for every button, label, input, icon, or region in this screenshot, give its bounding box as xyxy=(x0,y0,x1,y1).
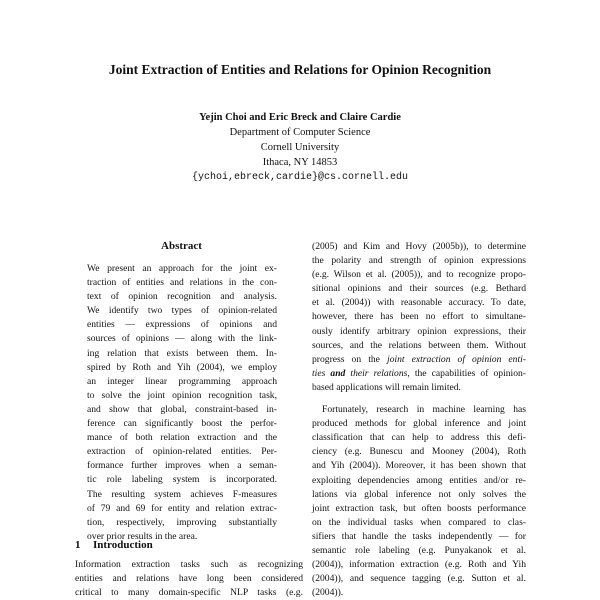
right-line: sitional opinions and their sources (e.g. Bethard xyxy=(312,283,526,295)
right-line: produced methods for global inference and joint xyxy=(312,418,526,430)
right-line: (2004)). xyxy=(312,587,344,599)
abstract-line: an integer linear programming approach xyxy=(87,375,277,387)
abstract-line: mance of both relation extraction and the xyxy=(87,432,277,444)
author-block xyxy=(0,110,600,185)
right-line: (e.g. Wilson et al. (2005)), and to recognize propo- xyxy=(312,269,526,281)
city: Ithaca, NY 14853 xyxy=(262,157,338,168)
section-title: Introduction xyxy=(93,539,153,551)
right-line: semantic role labeling (e.g. Punyakanok et al. xyxy=(312,544,526,556)
author-email: {ychoi,ebreck,cardie}@cs.cornell.edu xyxy=(191,172,409,183)
right-line: sources, and the relations between them. Without xyxy=(312,339,526,351)
abstract-line: of 79 and 69 for entity and relation extrac- xyxy=(87,502,277,514)
text-run: , the capabilities of opinion- xyxy=(407,367,526,379)
abstract-line: to solve the joint opinion recognition task, xyxy=(87,389,277,401)
right-line: ously identify arbitrary opinion expressions, their xyxy=(312,325,526,337)
right-line: Fortunately, research in machine learning has xyxy=(322,404,526,416)
right-line-mixed xyxy=(312,367,526,381)
emphasis-text: ties xyxy=(312,367,331,379)
abstract-line: spired by Roth and Yih (2004), we employ xyxy=(87,361,277,373)
intro-line: critical to many domain-specific NLP tasks (e.g. xyxy=(75,587,303,599)
emphasis-text: joint extraction of opinion enti- xyxy=(386,353,527,365)
right-line-mixed xyxy=(312,353,526,367)
abstract-line: traction of entities and relations in the con- xyxy=(87,277,277,289)
bold-emphasis-text: and xyxy=(330,367,346,379)
introduction-body xyxy=(75,558,303,600)
right-line: however, there has been no effort to simultane- xyxy=(312,311,526,323)
intro-line: Information extraction tasks such as recognizing xyxy=(75,559,303,570)
abstract-line: entities — expressions of opinions and xyxy=(87,319,277,331)
abstract-line: We identify two types of opinion-related xyxy=(87,305,277,317)
abstract-line: text of opinion recognition and analysis. xyxy=(87,291,277,303)
right-column xyxy=(312,240,526,600)
abstract-line: tic role labeling system is incorporated. xyxy=(87,474,277,486)
right-line: joint extraction task, but often boosts performance xyxy=(312,502,526,514)
abstract-line: extraction of opinion-related entities. Per- xyxy=(87,446,277,458)
abstract-line: tion, respectively, improving substantially xyxy=(87,516,277,528)
right-line: based applications will remain limited. xyxy=(312,381,461,393)
right-line: (2004)), and sequence tagging (e.g. Sutton et al. xyxy=(312,573,526,585)
right-line: and Yih (2004)). Moreover, it has been shown that xyxy=(312,460,526,472)
right-line: sifiers that handle the tasks independently — for xyxy=(312,530,526,542)
abstract-heading: Abstract xyxy=(161,240,202,252)
author-names: Yejin Choi and Eric Breck and Claire Cardie xyxy=(199,112,401,123)
abstract-line: The resulting system achieves F-measures xyxy=(87,488,277,500)
right-line: (2004)), information extraction (e.g. Roth and Yih xyxy=(312,559,526,571)
abstract-body xyxy=(87,262,277,544)
intro-line: entities and relations have long been considered xyxy=(75,573,303,585)
abstract-line: We present an approach for the joint ex- xyxy=(87,263,277,274)
emphasis-text: their relations xyxy=(345,367,408,379)
right-line: classification that can help to address this defi- xyxy=(312,432,526,444)
right-line: exploiting dependencies among entities and/or re- xyxy=(312,474,526,486)
right-line: lations via global inference not only solves the xyxy=(312,488,526,500)
right-line: ciency (e.g. Bunescu and Mooney (2004), Roth xyxy=(312,446,526,458)
university: Cornell University xyxy=(260,142,340,153)
section-number: 1 xyxy=(75,539,81,551)
text-run: progress on the xyxy=(312,353,387,365)
right-line: the polarity and strength of opinion expressions xyxy=(312,255,526,267)
right-line: (2005) and Kim and Hovy (2005b)), to determine xyxy=(312,241,526,252)
right-line: on the individual tasks when compared to clas- xyxy=(312,516,526,528)
abstract-line: ference can significantly boost the perfor- xyxy=(87,418,277,430)
abstract-line: sources of opinions — along with the link- xyxy=(87,333,277,345)
section-heading-introduction xyxy=(75,539,153,551)
abstract-line: and show that global, constraint-based in- xyxy=(87,403,277,415)
right-line: et al. (2004)) with reasonable accuracy. To date, xyxy=(312,297,526,309)
abstract-line: formance further improves when a seman- xyxy=(87,460,277,472)
abstract-line: over prior results in the area. xyxy=(87,530,198,542)
paper-title: Joint Extraction of Entities and Relations for Opinion Recognition xyxy=(108,62,492,77)
department: Department of Computer Science xyxy=(229,127,371,138)
abstract-line: ing relation that exists between them. In- xyxy=(87,347,277,359)
